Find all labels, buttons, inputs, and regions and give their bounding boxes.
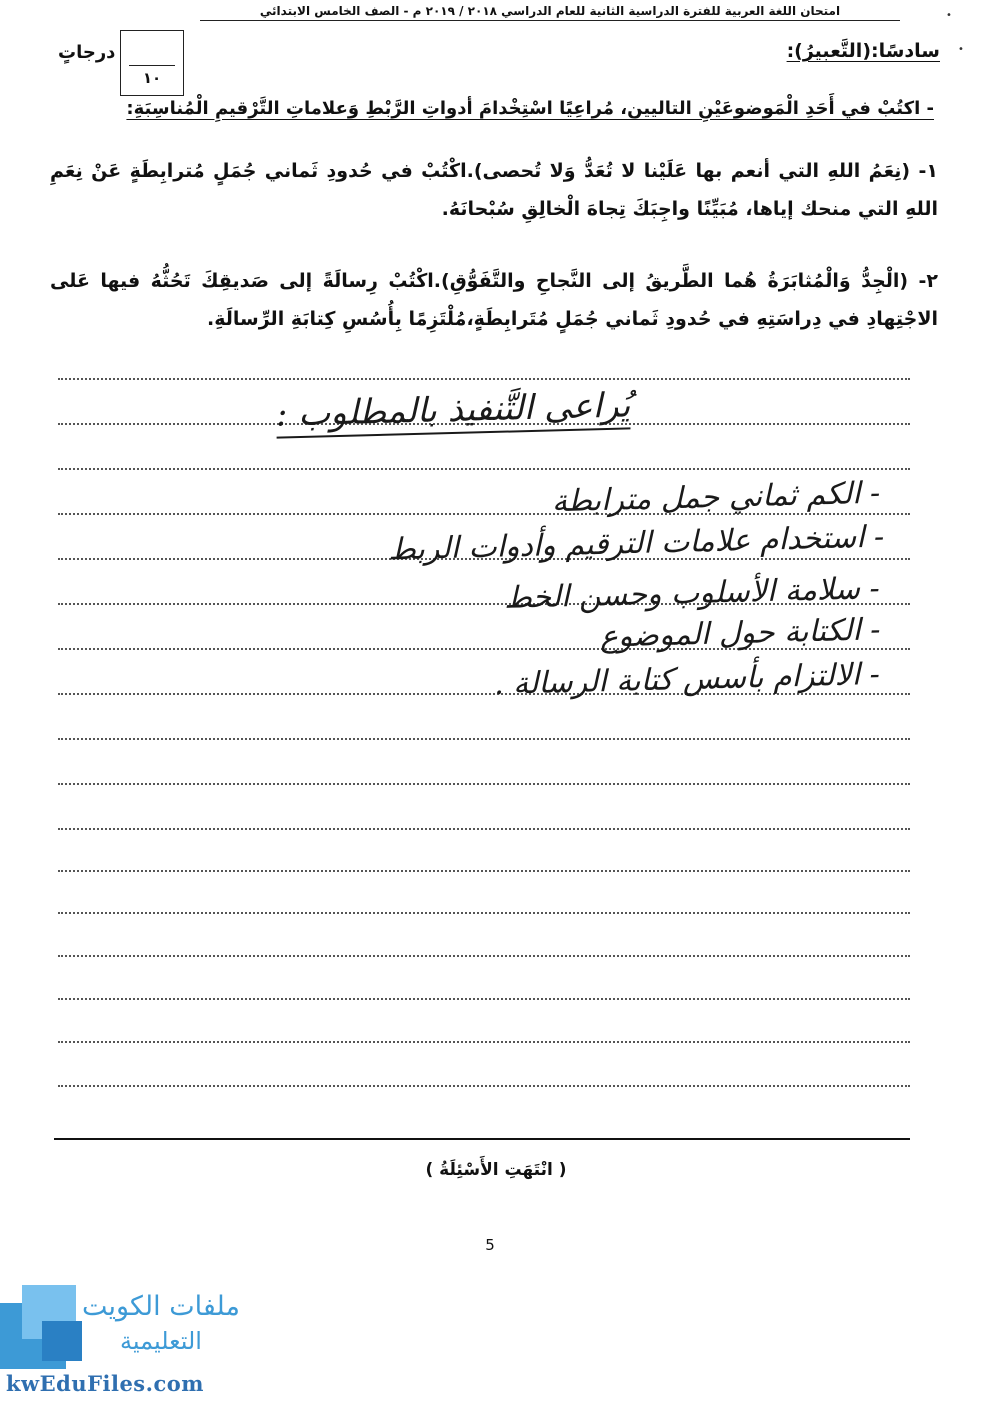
handwritten-item: - الالتزام بأسس كتابة الرسالة . [493,656,881,703]
corner-dot: • [958,44,964,55]
handwritten-item: - الكتابة حول الموضوع [599,612,881,655]
page-number: 5 [485,1236,495,1254]
answer-line [58,738,910,740]
answer-line [58,513,910,515]
handwritten-title [275,385,630,438]
answer-line [58,468,910,470]
answer-line [58,998,910,1000]
grade-box [120,30,184,96]
corner-dot: • [946,10,952,21]
answer-line [58,1085,910,1087]
grade-value: ١٠ [142,69,162,87]
handwritten-item: - سلامة الأسلوب وحسن الخط [503,571,881,616]
answer-line [58,955,910,957]
answer-line [58,828,910,830]
answer-line [58,378,910,380]
topic-2: ٢- (الْجِدُّ وَالْمُثابَرَةُ هُما الطَّريقُ إلى النَّجاحِ والتَّفَوُّقِ).اكْتُبْ رِسالَةً إلى صَديقِكَ تَحُثُّهُ فيها عَلى الاجْتِهادِ في دِراسَتِهِ في حُدودِ ثَماني جُمَلٍ مُتَرابِطَةٍ،مُلْتَزِمًا بِأُسُسِ كِتابَةِ الرِّسالَةِ. [50,270,938,330]
instruction: - اكتُبْ في أَحَدِ الْمَوضوعَيْنِ التاليين، مُراعِيًا اسْتِخْدامَ أدواتِ الرَّبْطِ وَعلاماتِ التَّرْقيمِ الْمُناسِبَةِ: [126,98,934,119]
answer-line [58,783,910,785]
logo-name-line1: ملفات الكويت [82,1291,240,1322]
section-title: سادسًا:(التَّعبيرُ): [786,40,940,62]
grade-blank-line [129,65,175,66]
grade-label: درجاتٍ [58,42,116,63]
topic-1: ١- (نِعَمُ اللهِ التي أنعم بها عَلَيْنا لا تُعَدُّ وَلا تُحصى).اكْتُبْ في حُدودِ ثَماني جُمَلٍ مُترابِطَةٍ عَنْ نِعَمِ اللهِ التي منحك إياها، مُبَيِّنًا واجِبَكَ تِجاهَ الْخالِقِ سُبْحانَهُ. [50,160,938,220]
watermark-logo [0,1285,250,1402]
answer-line [58,912,910,914]
logo-name-line2: التعليمية [120,1327,202,1355]
handwritten-item: - الكم ثماني جمل مترابطة [551,475,881,520]
logo-url: kwEduFiles.com [6,1371,204,1396]
end-divider [54,1138,910,1140]
answer-line [58,1041,910,1043]
end-of-questions: ( انْتَهَتِ الأَسْئِلَةُ ) [425,1160,567,1180]
logo-square-icon [42,1321,82,1361]
handwritten-title-text: يُراعى التَّنفيذ بالمطلوب : [275,385,630,438]
handwritten-item: - استخدام علامات الترقيم وأدوات الربط [387,519,885,568]
answer-line [58,870,910,872]
exam-header: امتحان اللغة العربية للفترة الدراسية الثانية للعام الدراسي ٢٠١٨ / ٢٠١٩ م - الصف الخامس الابتدائي [200,4,900,21]
